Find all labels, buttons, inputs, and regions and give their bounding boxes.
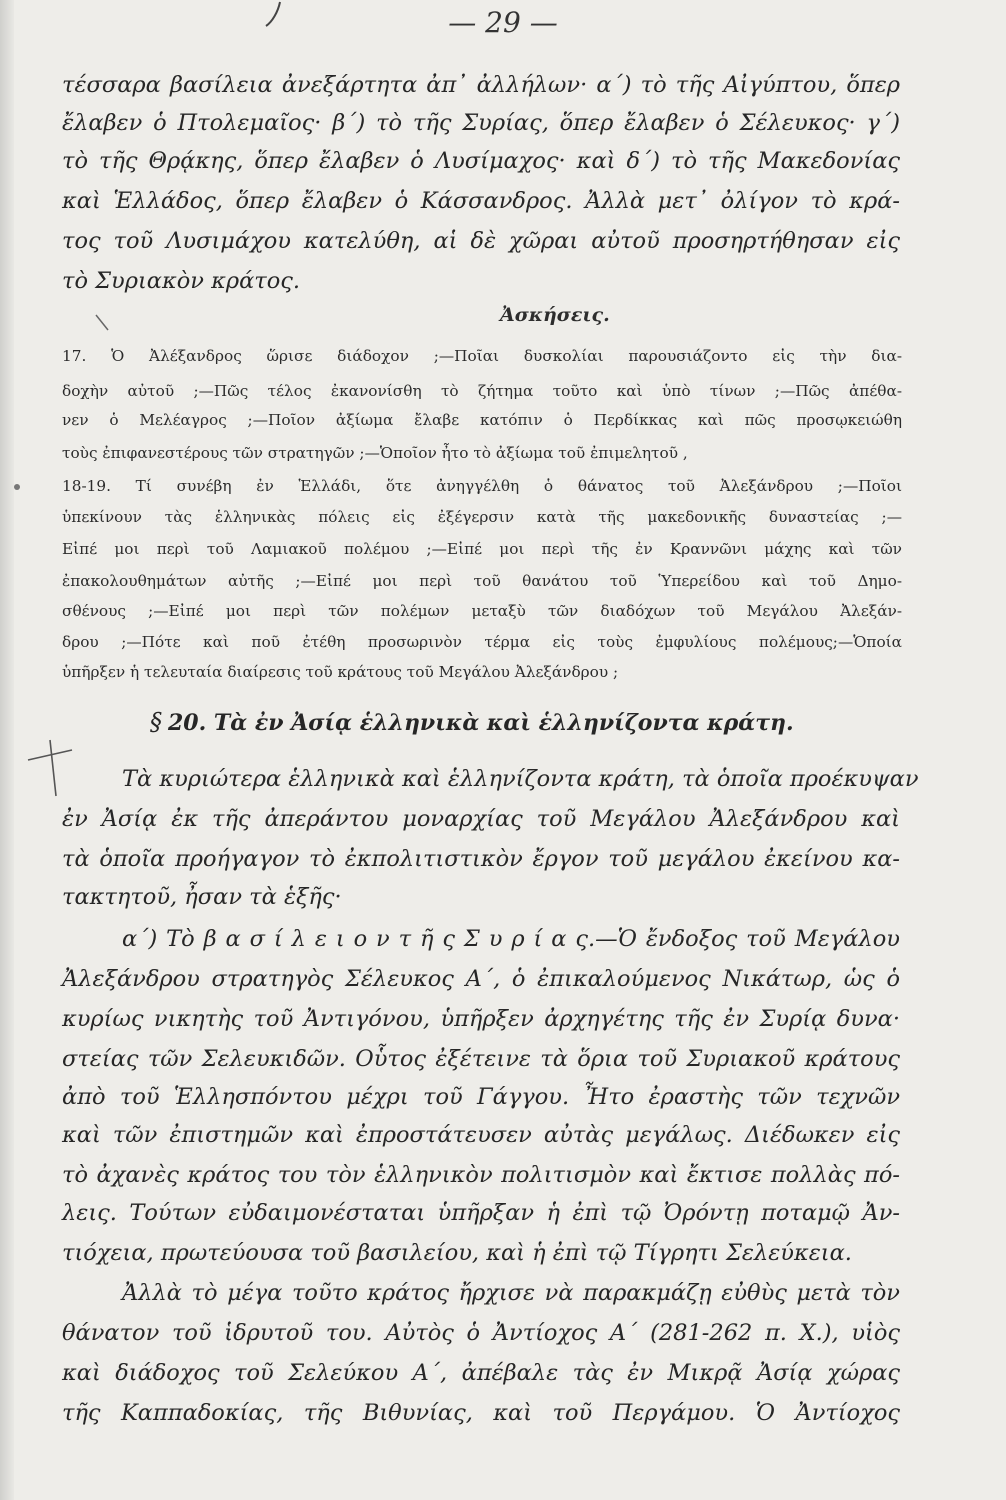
text-line: καὶ διάδοχος τοῦ Σελεύκου Α΄, ἀπέβαλε τὰς ἐν Μικρᾷ Ἀσίᾳ χώρας	[62, 1360, 900, 1386]
section-symbol: §	[150, 708, 162, 736]
text-line: καὶ τῶν ἐπιστημῶν καὶ ἐπροστάτευσεν αὐτὰς μεγάλως. Διέδωκεν εἰς	[62, 1122, 900, 1148]
pencil-cross-icon	[20, 738, 80, 798]
exercises-heading: Ἀσκήσεις.	[500, 304, 610, 326]
text-line: Τὰ κυριώτερα ἑλληνικὰ καὶ ἑλληνίζοντα κράτη, τὰ ὁποῖα προέκυψαν	[122, 766, 919, 792]
exercise-line: 17. Ὁ Ἀλέξανδρος ὥρισε διάδοχον ;—Ποῖαι δυσκολίαι παρουσιάζοντο εἰς τὴν δια-	[62, 347, 902, 365]
section-heading-text: 20. Τὰ ἐν Ἀσίᾳ ἑλληνικὰ καὶ ἑλληνίζοντα κράτη.	[168, 710, 794, 736]
exercise-line: 18-19. Τί συνέβη ἐν Ἑλλάδι, ὅτε ἀνηγγέλθη ὁ θάνατος τοῦ Ἀλεξάνδρου ;—Ποῖοι	[62, 477, 902, 495]
text-line: καὶ Ἑλλάδος, ὅπερ ἔλαβεν ὁ Κάσσανδρος. Ἀλλὰ μετ᾽ ὀλίγον τὸ κρά-	[62, 188, 900, 214]
text-line: Ἀλλὰ τὸ μέγα τοῦτο κράτος ἤρχισε νὰ παρακμάζῃ εὐθὺς μετὰ τὸν	[122, 1280, 900, 1306]
text-line: τὸ Συριακὸν κράτος.	[62, 268, 301, 294]
exercise-line: Εἰπέ μοι περὶ τοῦ Λαμιακοῦ πολέμου ;—Εἰπέ μοι περὶ τῆς ἐν Κραννῶνι μάχης καὶ τῶν	[62, 540, 902, 558]
page-number: — 29 —	[448, 6, 558, 39]
text-line: τακτητοῦ, ἦσαν τὰ ἑξῆς·	[62, 884, 342, 910]
text-line: τος τοῦ Λυσιμάχου κατελύθη, αἱ δὲ χῶραι αὐτοῦ προσηρτήθησαν εἰς	[62, 228, 900, 254]
exercise-line: ὑπῆρξεν ἡ τελευταία διαίρεσις τοῦ κράτους τοῦ Μεγάλου Ἀλεξάνδρου ;	[62, 663, 619, 681]
text-line: στείας τῶν Σελευκιδῶν. Οὗτος ἐξέτεινε τὰ ὅρια τοῦ Συριακοῦ κράτους	[62, 1046, 900, 1072]
text-line: τὸ ἀχανὲς κράτος του τὸν ἑλληνικὸν πολιτισμὸν καὶ ἔκτισε πολλὰς πό-	[62, 1162, 900, 1188]
page-edge-shadow	[0, 0, 14, 1500]
text-line: ἐν Ἀσίᾳ ἐκ τῆς ἀπεράντου μοναρχίας τοῦ Μεγάλου Ἀλεξάνδρου καὶ	[62, 806, 900, 832]
text-line: τὰ ὁποῖα προήγαγον τὸ ἐκπολιτιστικὸν ἔργον τοῦ μεγάλου ἐκείνου κα-	[62, 846, 900, 872]
text-line: τὸ τῆς Θρᾴκης, ὅπερ ἔλαβεν ὁ Λυσίμαχος· καὶ δ΄) τὸ τῆς Μακεδονίας	[62, 148, 900, 174]
text-line: ἀπὸ τοῦ Ἑλλησπόντου μέχρι τοῦ Γάγγου. Ἦτο ἐραστὴς τῶν τεχνῶν	[62, 1084, 900, 1110]
text-line: α΄) Τὸ β α σ ί λ ε ι ο ν τ ῆ ς Σ υ ρ ί α ς.—Ὁ ἔνδοξος τοῦ Μεγάλου	[122, 926, 900, 952]
section-heading	[150, 708, 794, 736]
text-line: ἔλαβεν ὁ Πτολεμαῖος· β΄) τὸ τῆς Συρίας, ὅπερ ἔλαβεν ὁ Σέλευκος· γ΄)	[62, 110, 900, 136]
exercise-line: νεν ὁ Μελέαγρος ;—Ποῖον ἀξίωμα ἔλαβε κατόπιν ὁ Περδίκκας καὶ πῶς προσῳκειώθη	[62, 411, 902, 429]
exercise-line: δοχὴν αὐτοῦ ;—Πῶς τέλος ἐκανονίσθη τὸ ζήτημα τοῦτο καὶ ὑπὸ τίνων ;—Πῶς ἀπέθα-	[62, 382, 902, 400]
exercise-line: ὑπεκίνουν τὰς ἑλληνικὰς πόλεις εἰς ἐξέγερσιν κατὰ τῆς μακεδονικῆς δυναστείας ;—	[62, 508, 902, 526]
text-line: τῆς Καππαδοκίας, τῆς Βιθυνίας, καὶ τοῦ Περγάμου. Ὁ Ἀντίοχος	[62, 1400, 900, 1426]
text-line: τέσσαρα βασίλεια ἀνεξάρτητα ἀπ᾽ ἀλλήλων· α΄) τὸ τῆς Αἰγύπτου, ὅπερ	[62, 72, 900, 98]
text-line: Ἀλεξάνδρου στρατηγὸς Σέλευκος Α΄, ὁ ἐπικαλούμενος Νικάτωρ, ὡς ὁ	[62, 966, 900, 992]
exercise-line: δρου ;—Πότε καὶ ποῦ ἐτέθη προσωρινὸν τέρμα εἰς τοὺς ἐμφυλίους πολέμους;—Ὁποία	[62, 633, 902, 651]
exercise-line: ἐπακολουθημάτων αὐτῆς ;—Εἰπέ μοι περὶ τοῦ θανάτου τοῦ Ὑπερείδου καὶ τοῦ Δημο-	[62, 572, 902, 590]
pencil-tick-icon	[92, 312, 114, 334]
text-line: θάνατον τοῦ ἱδρυτοῦ του. Αὐτὸς ὁ Ἀντίοχος Α΄ (281-262 π. Χ.), υἱὸς	[62, 1320, 900, 1346]
text-line: λεις. Τούτων εὐδαιμονέσταται ὑπῆρξαν ἡ ἐπὶ τῷ Ὀρόντῃ ποταμῷ Ἀν-	[62, 1200, 900, 1226]
text-line: κυρίως νικητὴς τοῦ Ἀντιγόνου, ὑπῆρξεν ἀρχηγέτης τῆς ἐν Συρίᾳ δυνα·	[62, 1006, 900, 1032]
exercise-line: τοὺς ἐπιφανεστέρους τῶν στρατηγῶν ;—Ὁποῖον ἦτο τὸ ἀξίωμα τοῦ ἐπιμελητοῦ ,	[62, 444, 688, 462]
exercise-line: σθένους ;—Εἰπέ μοι περὶ τῶν πολέμων μεταξὺ τῶν διαδόχων τοῦ Μεγάλου Ἀλεξάν-	[62, 602, 902, 620]
text-line: τιόχεια, πρωτεύουσα τοῦ βασιλείου, καὶ ἡ ἐπὶ τῷ Τίγρητι Σελεύκεια.	[62, 1240, 852, 1266]
margin-dot-icon	[14, 484, 20, 490]
